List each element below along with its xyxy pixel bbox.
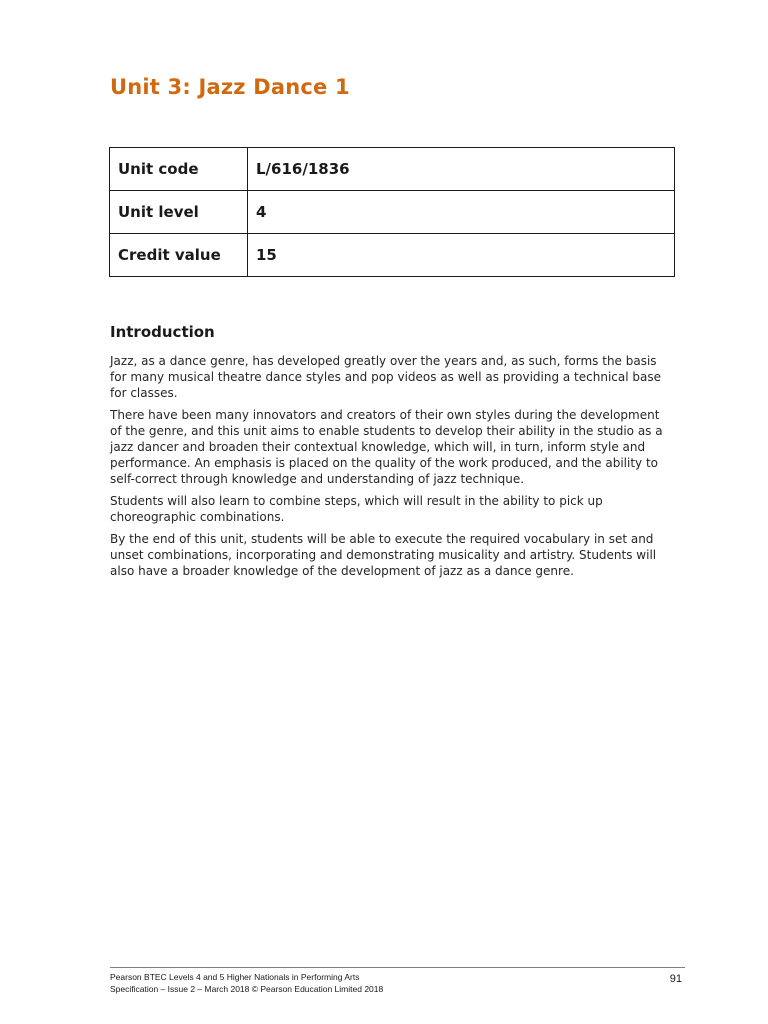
footer-line-1: Pearson BTEC Levels 4 and 5 Higher Nationals in Performing Arts <box>110 972 360 982</box>
table-row-credit-value <box>110 234 675 277</box>
page-number: 91 <box>669 973 682 985</box>
footer-text <box>110 971 383 995</box>
credit-value-label: Credit value <box>110 234 248 277</box>
introduction-paragraph: Students will also learn to combine steps, which will result in the ability to pick up choreographic combinations. <box>110 494 603 524</box>
unit-code-label: Unit code <box>110 148 248 191</box>
unit-title: Unit 3: Jazz Dance 1 <box>110 75 350 99</box>
introduction-heading: Introduction <box>110 323 215 341</box>
table-row-unit-code <box>110 148 675 191</box>
table-row-unit-level <box>110 191 675 234</box>
unit-details-table <box>109 147 675 277</box>
introduction-body <box>110 353 670 585</box>
unit-level-value: 4 <box>248 191 675 234</box>
unit-code-value: L/616/1836 <box>248 148 675 191</box>
introduction-paragraph: Jazz, as a dance genre, has developed greatly over the years and, as such, forms the basis for many musical theatre dance styles and pop videos as well as providing a technical base for classes. <box>110 354 661 400</box>
credit-value-value: 15 <box>248 234 675 277</box>
footer-divider <box>110 967 685 968</box>
unit-level-label: Unit level <box>110 191 248 234</box>
footer-line-2: Specification – Issue 2 – March 2018 © Pearson Education Limited 2018 <box>110 984 384 994</box>
introduction-paragraph: There have been many innovators and creators of their own styles during the development of the genre, and this unit aims to enable students to develop their ability in the studio as a jazz dancer and broaden their contextual knowledge, which will, in turn, inform style and performance. An emphasis is placed on the quality of the work produced, and the ability to self-correct through knowledge and understanding of jazz technique. <box>110 408 663 486</box>
introduction-paragraph: By the end of this unit, students will be able to execute the required vocabulary in set and unset combinations, incorporating and demonstrating musicality and artistry. Students will also have a broader knowledge of the development of jazz as a dance genre. <box>110 532 657 578</box>
